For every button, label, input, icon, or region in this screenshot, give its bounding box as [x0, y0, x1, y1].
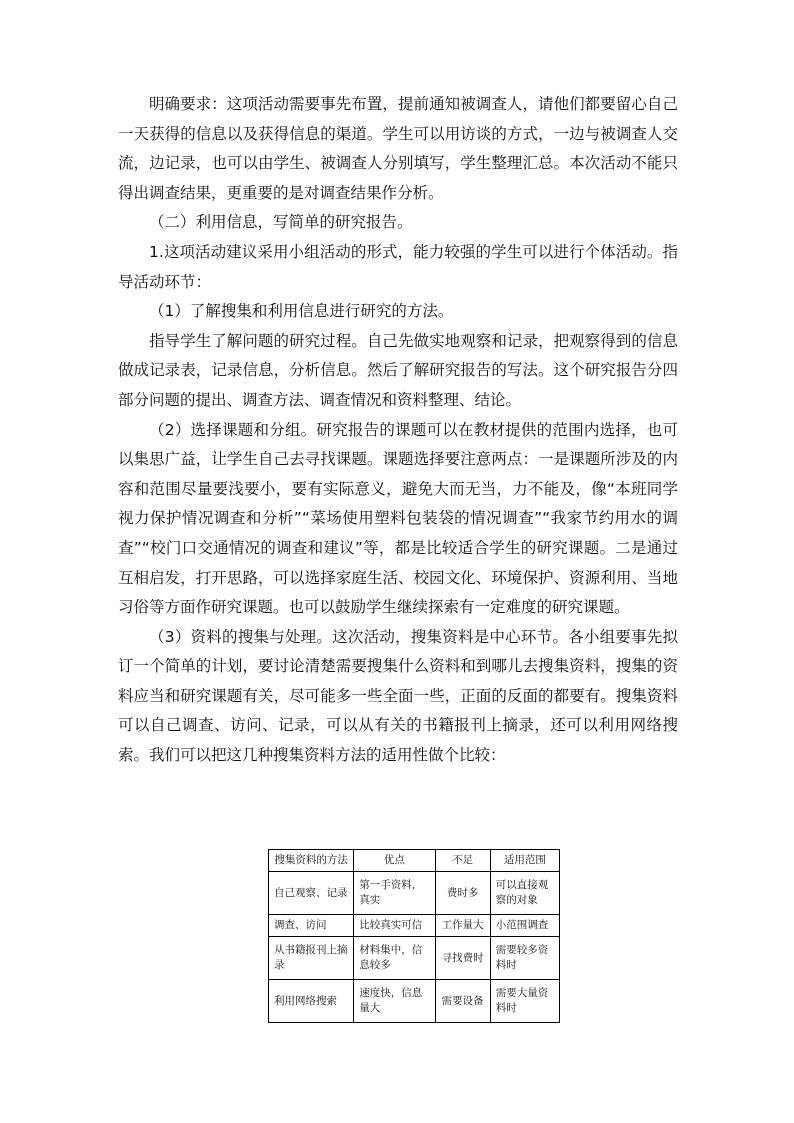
paragraph-requirements: 明确要求：这项活动需要事先布置，提前通知被调查人，请他们都要留心自己一天获得的信息以及获得信息的渠道。学生可以用访谈的方式，一边与被调查人交流，边记录，也可以由学生、被调查人分别填写，学生整理汇总。本次活动不能只得出调查结果，更重要的是对调查结果作分析。	[118, 95, 678, 202]
paragraph-topic-selection: （2）选择课题和分组。研究报告的课题可以在教材提供的范围内选择，也可以集思广益，让学生自己去寻找课题。课题选择要注意两点：一是课题所涉及的内容和范围尽量要浅要小，要有实际意义，避免大而无当，力不能及，像“本班同学视力保护情况调查和分析”“菜场使用塑料包装袋的情况调查”“我家节约用水的调查”“校门口交通情况的调查和建议”等，都是比较适合学生的研究课题。二是通过互相启发，打开思路，可以选择家庭生活、校园文化、环境保护、资源利用、当地习俗等方面作研究课题。也可以鼓励学生继续探索有一定难度的研究课题。	[118, 420, 678, 617]
body-text	[118, 90, 678, 771]
table-row	[269, 937, 560, 980]
table-cell: 材料集中，信息较多	[354, 937, 435, 980]
table-cell: 第一手资料，真实	[354, 872, 435, 915]
paragraph-data-collection: （3）资料的搜集与处理。这次活动，搜集资料是中心环节。各小组要事先拟订一个简单的计划，要讨论清楚需要搜集什么资料和到哪儿去搜集资料，搜集的资料应当和研究课题有关，尽可能多一些全面一些，正面的反面的都要有。搜集资料可以自己调查、访问、记录，可以从有关的书籍报刊上摘录，还可以利用网络搜索。我们可以把这几种搜集资料方法的适用性做个比较：	[118, 627, 678, 765]
header-method: 搜集资料的方法	[269, 850, 354, 872]
table-cell: 小范围调查	[490, 915, 559, 937]
table-cell: 调查、访问	[269, 915, 354, 937]
paragraph-activity-suggestion: 1.这项活动建议采用小组活动的形式，能力较强的学生可以进行个体活动。指导活动环节：	[118, 242, 678, 291]
section-heading-2: （二）利用信息，写简单的研究报告。	[149, 213, 413, 232]
table-cell: 速度快，信息量大	[354, 980, 435, 1023]
table-cell: 工作量大	[435, 915, 490, 937]
table-cell: 自己观察、记录	[269, 872, 354, 915]
table-header-row	[269, 850, 560, 872]
table-cell: 可以直接观察的对象	[490, 872, 559, 915]
header-advantage: 优点	[354, 850, 435, 872]
comparison-table	[268, 849, 560, 1023]
table-cell: 寻找费时	[435, 937, 490, 980]
table-row	[269, 915, 560, 937]
header-scope: 适用范围	[490, 850, 559, 872]
table-cell: 需要较多资料时	[490, 937, 559, 980]
table-cell: 比较真实可信	[354, 915, 435, 937]
step-1-heading: （1）了解搜集和利用信息进行研究的方法。	[149, 302, 454, 321]
paragraph-research-process: 指导学生了解问题的研究过程。自己先做实地观察和记录，把观察得到的信息做成记录表，记录信息，分析信息。然后了解研究报告的写法。这个研究报告分四部分问题的提出、调查方法、调查情况和资料整理、结论。	[118, 331, 678, 409]
header-shortcoming: 不足	[435, 850, 490, 872]
table-cell: 费时多	[435, 872, 490, 915]
table-cell: 需要大量资料时	[490, 980, 559, 1023]
table-cell: 从书籍报刊上摘录	[269, 937, 354, 980]
table-cell: 利用网络搜索	[269, 980, 354, 1023]
table-cell: 需要设备	[435, 980, 490, 1023]
table-row	[269, 980, 560, 1023]
table-row	[269, 872, 560, 915]
